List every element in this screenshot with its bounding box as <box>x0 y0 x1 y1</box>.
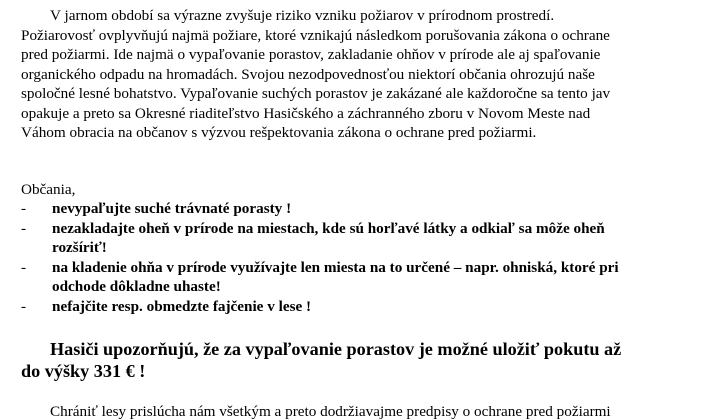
paragraph-line: Požiarovosť ovplyvňujú najmä požiare, ktoré vznikajú následkom porušovania zákona o ochrane <box>21 26 610 44</box>
list-dash: - <box>21 258 27 276</box>
list-dash: - <box>21 200 27 217</box>
list-item-text <box>52 297 711 317</box>
closing-line: Chrániť lesy prislúcha nám všetkým a preto dodržiavajme predpisy o ochrane pred požiarmi <box>50 403 611 420</box>
list-item-text <box>52 219 711 258</box>
list-dash: - <box>21 297 27 315</box>
greeting-text: Občania, <box>21 181 76 198</box>
list-item-line: nefajčite resp. obmedzte fajčenie v lese ! <box>52 297 312 315</box>
list-item-line: nevypaľujte suché trávnaté porasty ! <box>52 200 292 217</box>
warning-line: do výšky 331 € ! <box>21 361 146 381</box>
list-item <box>21 258 711 297</box>
appeal-list <box>21 199 711 316</box>
paragraph-line: Váhom obracia na občanov s výzvou rešpektovania zákona o ochrane pred požiarmi. <box>21 124 537 141</box>
fine-warning <box>21 338 701 382</box>
paragraph-line: organického odpadu na hromadách. Svojou nezodpovednosťou niektorí občania ohrozujú naše <box>21 65 595 83</box>
paragraph-line: opakuje a preto sa Okresné riaditeľstvo Hasičského a záchranného zboru v Novom Meste nad <box>21 104 591 122</box>
list-item-text <box>52 199 711 219</box>
list-item <box>21 219 711 258</box>
intro-paragraph <box>21 6 701 143</box>
paragraph-line: V jarnom období sa výrazne zvyšuje riziko vzniku požiarov v prírodnom prostredí. <box>50 7 555 24</box>
list-item <box>21 297 711 317</box>
list-item <box>21 199 711 219</box>
paragraph-line: pred požiarmi. Ide najmä o vypaľovanie porastov, zakladanie ohňov v prírode ale aj spaľovanie <box>21 46 601 63</box>
list-item-line: na kladenie ohňa v prírode využívajte len miesta na to určené – napr. ohniská, ktoré pri <box>52 258 619 276</box>
warning-line: Hasiči upozorňujú, že za vypaľovanie porastov je možné uložiť pokutu až <box>50 339 622 359</box>
list-item-line: rozšíriť! <box>52 239 107 256</box>
list-item-text <box>52 258 711 297</box>
list-item-line: odchode dôkladne uhaste! <box>52 278 221 295</box>
list-dash: - <box>21 219 27 237</box>
paragraph-line: spoločné lesné bohatstvo. Vypaľovanie suchých porastov je zakázané ale každoročne sa tento jav <box>21 85 611 102</box>
list-item-line: nezakladajte oheň v prírode na miestach, kde sú horľavé látky a odkiaľ sa môže oheň <box>52 219 605 237</box>
